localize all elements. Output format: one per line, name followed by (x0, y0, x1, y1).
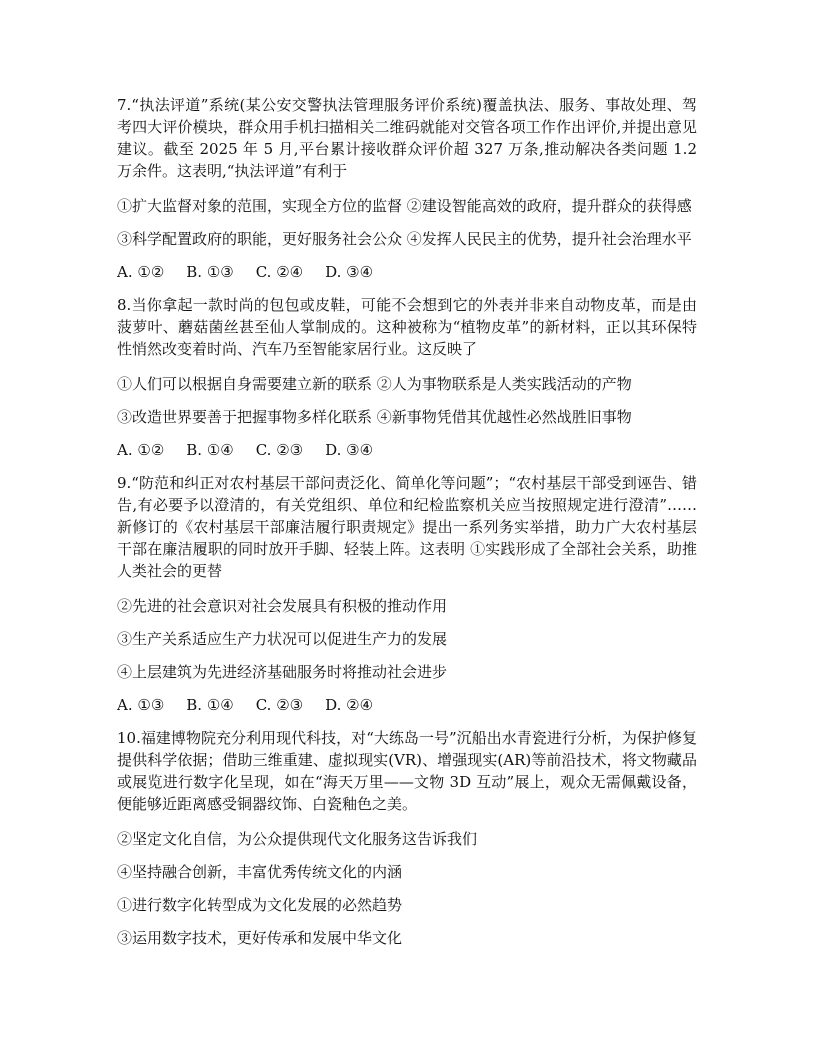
option-a[interactable]: A. ①② (117, 441, 165, 459)
option-a[interactable]: A. ①③ (117, 696, 165, 714)
statement-line: ①人们可以根据自身需要建立新的联系 ②人为事物联系是人类实践活动的产物 (117, 375, 632, 393)
question-10 (117, 727, 697, 949)
option-b[interactable]: B. ①③ (186, 263, 234, 281)
statement-line: ②坚定文化自信，为公众提供现代文化服务这告诉我们 (117, 830, 478, 848)
question-9 (117, 472, 697, 716)
statement-line: ①扩大监督对象的范围，实现全方位的监督 ②建设智能高效的政府，提升群众的获得感 (117, 197, 692, 215)
question-stem: 10.福建博物院充分利用现代科技，对“大练岛一号”沉船出水青瓷进行分析，为保护修复提供科学依据；借助三维重建、虚拟现实(VR)、增强现实(AR)等前沿技术，将文物藏品或展览进行数字化呈现，如在“海天万里——文物 3D 互动”展上，观众无需佩戴设备，便能够近距离感受铜器纹饰、白瓷釉色之美。 (117, 729, 697, 813)
option-c[interactable]: C. ②③ (255, 696, 304, 714)
option-c[interactable]: C. ②④ (255, 263, 304, 281)
option-d[interactable]: D. ③④ (325, 441, 374, 459)
answer-options (117, 261, 697, 283)
question-stem: 9.“防范和纠正对农村基层干部问责泛化、简单化等问题”；“农村基层干部受到诬告、错告,有必要予以澄清的，有关党组织、单位和纪检监察机关应当按照规定进行澄清”……新修订的《农村基层干部廉洁履行职责规定》提出一系列务实举措，助力广大农村基层干部在廉洁履职的同时放开手脚、轻装上阵。这表明 ①实践形成了全部社会关系，助推人类社会的更替 (117, 474, 697, 580)
option-b[interactable]: B. ①④ (186, 441, 234, 459)
statement-line: ②先进的社会意识对社会发展具有积极的推动作用 (117, 597, 448, 615)
option-d[interactable]: D. ②④ (325, 696, 374, 714)
question-stem: 8.当你拿起一款时尚的包包或皮鞋，可能不会想到它的外表并非来自动物皮革，而是由菠萝叶、蘑菇菌丝甚至仙人掌制成的。这种被称为“植物皮革”的新材料，正以其环保特性悄然改变着时尚、汽车乃至智能家居行业。这反映了 (117, 296, 697, 358)
statement-line: ①进行数字化转型成为文化发展的必然趋势 (117, 896, 403, 914)
option-d[interactable]: D. ③④ (325, 263, 374, 281)
answer-options (117, 439, 697, 461)
statement-line: ③改造世界要善于把握事物多样化联系 ④新事物凭借其优越性必然战胜旧事物 (117, 408, 632, 426)
option-b[interactable]: B. ①④ (186, 696, 234, 714)
statement-line: ④上层建筑为先进经济基础服务时将推动社会进步 (117, 663, 448, 681)
answer-options (117, 694, 697, 716)
option-a[interactable]: A. ①② (117, 263, 165, 281)
statement-line: ③科学配置政府的职能，更好服务社会公众 ④发挥人民民主的优势，提升社会治理水平 (117, 230, 692, 248)
statement-line: ③运用数字技术，更好传承和发展中华文化 (117, 929, 403, 947)
question-7 (117, 94, 697, 283)
statement-line: ③生产关系适应生产力状况可以促进生产力的发展 (117, 630, 448, 648)
statement-line: ④坚持融合创新，丰富优秀传统文化的内涵 (117, 863, 403, 881)
question-8 (117, 294, 697, 461)
exam-page (117, 94, 697, 960)
question-stem: 7.“执法评道”系统(某公安交警执法管理服务评价系统)覆盖执法、服务、事故处理、驾考四大评价模块，群众用手机扫描相关二维码就能对交管各项工作作出评价,并提出意见建议。截至 2025 年 5 月,平台累计接收群众评价超 327 万条,推动解决各类问题 1.2 万余件。这表明,“执法评道”有利于 (117, 96, 697, 180)
option-c[interactable]: C. ②③ (255, 441, 304, 459)
